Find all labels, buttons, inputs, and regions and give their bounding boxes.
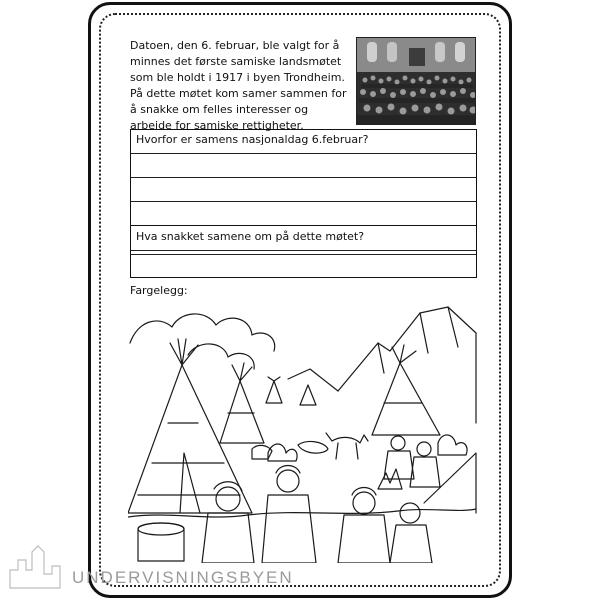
child-head — [216, 487, 240, 511]
answer-line[interactable] — [131, 154, 476, 178]
bush — [438, 435, 467, 455]
tree-stump — [138, 523, 184, 561]
middle-tent — [220, 381, 264, 443]
child-hat — [352, 488, 376, 496]
child-body — [262, 495, 316, 563]
bush — [268, 444, 297, 461]
historic-meeting-photo — [356, 37, 476, 125]
coloring-label: Fargelegg: — [130, 284, 188, 297]
child-head — [400, 503, 420, 523]
cloud-shape — [130, 314, 275, 351]
child-hat — [276, 466, 300, 474]
person-body — [384, 451, 414, 479]
mountain-ridge — [378, 307, 458, 373]
tent-seam — [138, 423, 240, 495]
child-head — [353, 492, 375, 514]
person-body — [410, 457, 440, 487]
hill-shape — [288, 369, 338, 391]
dog — [252, 445, 272, 459]
historic-meeting-photo-image — [357, 38, 476, 125]
answer-line[interactable] — [131, 202, 476, 226]
large-tent — [128, 365, 252, 513]
answer-line[interactable] — [131, 255, 476, 279]
child-body — [390, 525, 432, 563]
mountain-shape — [338, 307, 476, 423]
child-head — [277, 470, 299, 492]
sami-camp-coloring-illustration — [128, 303, 478, 563]
person-head — [391, 436, 405, 450]
person-head — [417, 442, 431, 456]
question-2-text: Hva snakket samene om på dette møtet? — [136, 230, 365, 243]
intro-text: Datoen, den 6. februar, ble valgt for å minnes det første samiske landsmøtet som ble holdt i 1917 i byen Trondheim. På dette møtet kom samer sammen for å snakke om felles interesser og arbeide for samiske rettigheter. — [130, 39, 347, 132]
distant-tent — [266, 381, 282, 403]
tree-stump-top — [138, 523, 184, 535]
question-1-text: Hvorfor er samens nasjonaldag 6.februar? — [136, 133, 369, 146]
city-logo-icon — [8, 540, 68, 590]
tent-poles — [268, 377, 280, 381]
child-body — [202, 513, 254, 563]
child-body — [338, 515, 390, 563]
answer-line[interactable] — [131, 231, 476, 255]
side-tent — [424, 453, 476, 513]
tent-poles — [232, 363, 252, 381]
question-row — [131, 130, 476, 154]
watermark-text: UNDERVISNINGSBYEN — [72, 568, 294, 587]
tent-opening — [180, 453, 200, 513]
cloud-shape — [188, 344, 254, 369]
tent-poles — [392, 345, 416, 363]
questions-table — [130, 129, 477, 278]
tent-poles — [170, 339, 198, 365]
right-tent — [372, 363, 440, 435]
wooden-log — [298, 442, 328, 454]
answer-line[interactable] — [131, 178, 476, 202]
distant-tent — [300, 385, 316, 405]
reindeer — [326, 433, 368, 459]
